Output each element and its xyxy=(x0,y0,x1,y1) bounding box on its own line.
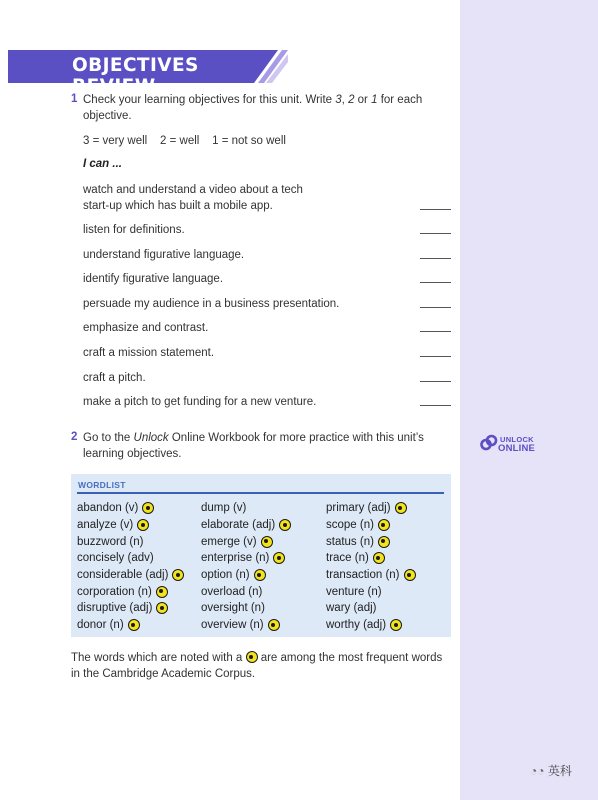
wordlist-item xyxy=(201,550,291,567)
wordlist-item xyxy=(326,550,416,567)
wordlist-item xyxy=(201,617,291,634)
wordlist-word: analyze (v) xyxy=(77,519,134,532)
objective-9: make a pitch to get funding for a new venture. xyxy=(83,396,317,408)
frequent-word-eye-icon xyxy=(156,602,168,614)
frequent-word-eye-icon xyxy=(373,552,385,564)
wordlist-column-3 xyxy=(326,500,416,634)
wordlist-item xyxy=(326,617,416,634)
frequent-word-eye-icon xyxy=(279,519,291,531)
wordlist-word: worthy (adj) xyxy=(326,619,387,632)
watermark-text: ◔◔ 英科 xyxy=(530,764,572,778)
wordlist-item xyxy=(77,600,184,617)
answer-blank-9[interactable] xyxy=(420,405,451,406)
page-title: OBJECTIVES REVIEW xyxy=(72,55,199,97)
answer-blank-7[interactable] xyxy=(420,356,451,357)
frequent-word-eye-icon xyxy=(261,536,273,548)
wordlist-item xyxy=(201,533,291,550)
wordlist-word: buzzword (n) xyxy=(77,535,144,548)
wordlist-word: overview (n) xyxy=(201,619,264,632)
question-2-text-line2: learning objectives. xyxy=(83,448,182,460)
answer-blank-8[interactable] xyxy=(420,381,451,382)
wordlist-item xyxy=(77,500,184,517)
wordlist-item xyxy=(201,567,291,584)
wordlist-item xyxy=(326,500,416,517)
wordlist-word: trace (n) xyxy=(326,552,369,565)
question-2-number: 2 xyxy=(71,431,78,443)
wechat-icon: ◔◔ xyxy=(530,764,545,778)
wordlist-column-1 xyxy=(77,500,184,634)
frequent-word-eye-icon xyxy=(268,619,280,631)
question-1-number: 1 xyxy=(71,93,78,105)
frequent-word-eye-icon xyxy=(246,651,258,663)
wordlist-item xyxy=(201,583,291,600)
section-banner xyxy=(8,50,278,97)
question-1-text-line2: objective. xyxy=(83,110,132,122)
frequent-word-eye-icon xyxy=(273,552,285,564)
wordlist-word: scope (n) xyxy=(326,519,374,532)
wordlist-box xyxy=(71,474,451,637)
wordlist-word: disruptive (adj) xyxy=(77,602,153,615)
unlock-chain-icon xyxy=(480,434,498,452)
i-can-label: I can ... xyxy=(83,158,122,170)
frequent-word-eye-icon xyxy=(404,569,416,581)
answer-blank-1[interactable] xyxy=(420,209,451,210)
wordlist-word: primary (adj) xyxy=(326,502,391,515)
wordlist-item xyxy=(201,500,291,517)
wordlist-word: considerable (adj) xyxy=(77,569,169,582)
wordlist-item xyxy=(77,533,184,550)
objective-6: emphasize and contrast. xyxy=(83,322,209,334)
objective-3: understand figurative language. xyxy=(83,249,245,261)
question-1-text: Check your learning objectives for this unit. Write 3, 2 or 1 for each xyxy=(83,94,423,106)
objective-4: identify figurative language. xyxy=(83,273,224,285)
question-2-text: Go to the Unlock Online Workbook for more practice with this unit’s xyxy=(83,432,424,444)
frequent-word-eye-icon xyxy=(378,519,390,531)
objective-2: listen for definitions. xyxy=(83,224,185,236)
wordlist-title: WORDLIST xyxy=(78,480,126,490)
frequent-word-eye-icon xyxy=(395,502,407,514)
objective-7: craft a mission statement. xyxy=(83,347,215,359)
objective-1-line1: watch and understand a video about a tech xyxy=(83,184,303,196)
answer-blank-6[interactable] xyxy=(420,331,451,332)
frequent-word-eye-icon xyxy=(142,502,154,514)
objective-1-line2: start-up which has built a mobile app. xyxy=(83,200,273,212)
wordlist-word: enterprise (n) xyxy=(201,552,270,565)
wordlist-item xyxy=(77,550,184,567)
unlock-logo-text: UNLOCK xyxy=(500,435,534,444)
wordlist-word: status (n) xyxy=(326,535,374,548)
wordlist-word: abandon (v) xyxy=(77,502,139,515)
wordlist-word: dump (v) xyxy=(201,502,247,515)
wordlist-item xyxy=(77,567,184,584)
wordlist-item xyxy=(326,583,416,600)
frequency-note: The words which are noted with a are among the most frequent words in the Cambridge Academic Corpus. xyxy=(71,652,443,680)
frequent-word-eye-icon xyxy=(390,619,402,631)
wordlist-word: elaborate (adj) xyxy=(201,519,276,532)
wordlist-item xyxy=(326,517,416,534)
wordlist-word: wary (adj) xyxy=(326,602,377,615)
wordlist-word: concisely (adv) xyxy=(77,552,154,565)
wordlist-item xyxy=(326,533,416,550)
wordlist-item xyxy=(77,617,184,634)
unlock-online-logo[interactable] xyxy=(480,432,550,456)
frequent-word-eye-icon xyxy=(137,519,149,531)
wordlist-column-2 xyxy=(201,500,291,634)
wordlist-word: corporation (n) xyxy=(77,585,152,598)
wordlist-word: overload (n) xyxy=(201,585,263,598)
wordlist-item xyxy=(326,567,416,584)
answer-blank-4[interactable] xyxy=(420,282,451,283)
objective-5: persuade my audience in a business presentation. xyxy=(83,298,340,310)
wordlist-item xyxy=(77,583,184,600)
objective-8: craft a pitch. xyxy=(83,372,146,384)
frequent-word-eye-icon xyxy=(128,619,140,631)
page-sidebar xyxy=(460,0,598,800)
rating-scale: 3 = very well 2 = well 1 = not so well xyxy=(83,135,286,147)
answer-blank-5[interactable] xyxy=(420,307,451,308)
wordlist-item xyxy=(201,600,291,617)
wordlist-divider xyxy=(77,492,444,494)
wordlist-item xyxy=(326,600,416,617)
frequent-word-eye-icon xyxy=(254,569,266,581)
answer-blank-3[interactable] xyxy=(420,258,451,259)
frequent-word-eye-icon xyxy=(172,569,184,581)
wordlist-item xyxy=(77,517,184,534)
frequent-word-eye-icon xyxy=(156,586,168,598)
frequent-word-eye-icon xyxy=(378,536,390,548)
wordlist-word: venture (n) xyxy=(326,585,382,598)
online-logo-text: ONLINE xyxy=(498,443,536,454)
wordlist-item xyxy=(201,517,291,534)
wordlist-word: transaction (n) xyxy=(326,569,400,582)
wordlist-word: oversight (n) xyxy=(201,602,265,615)
wordlist-word: option (n) xyxy=(201,569,250,582)
wordlist-word: emerge (v) xyxy=(201,535,257,548)
answer-blank-2[interactable] xyxy=(420,233,451,234)
wordlist-word: donor (n) xyxy=(77,619,124,632)
